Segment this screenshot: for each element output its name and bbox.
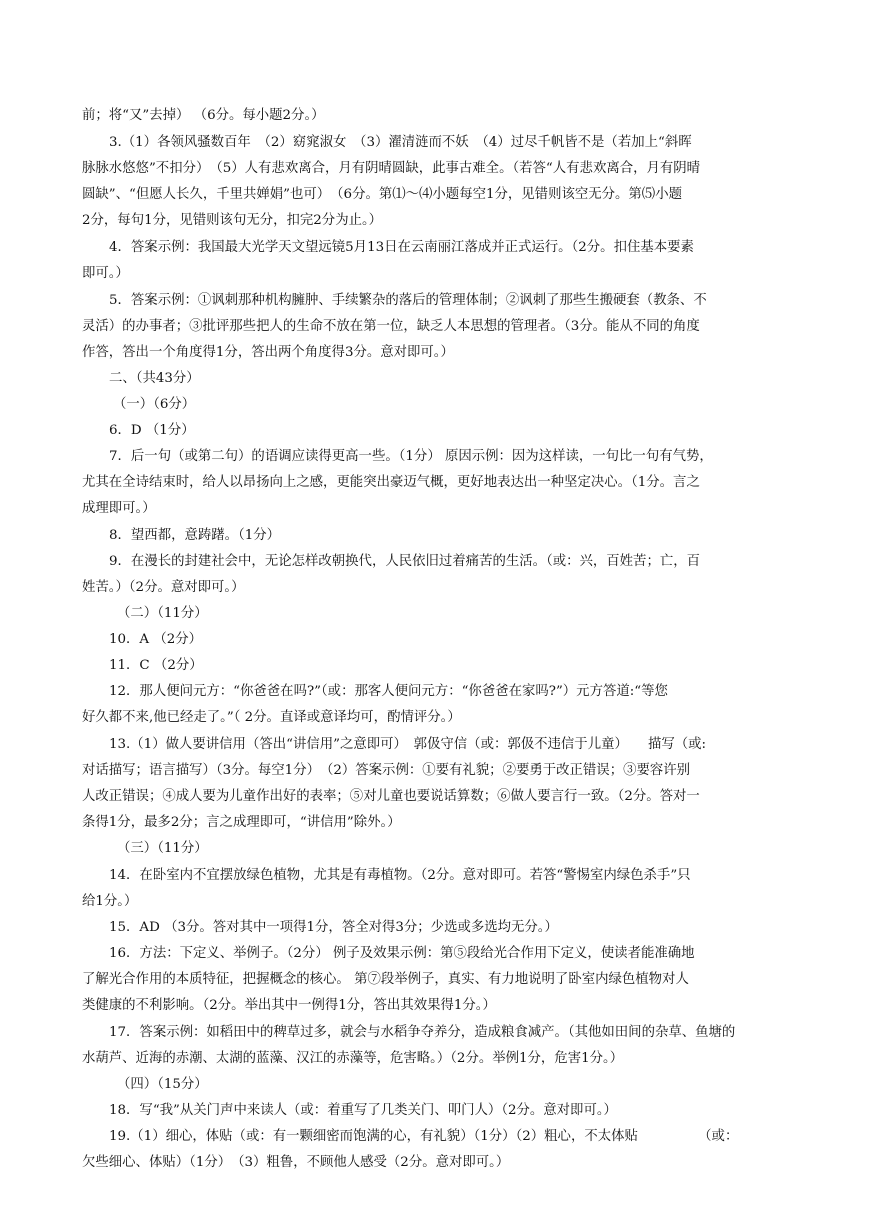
text-line: 人改正错误；④成人要为儿童作出好的表率；⑤对儿童也要说话算数；⑥做人要言行一致。（2分。答对一 [82, 789, 700, 804]
answer-19-line: 19.（1）细心，体贴（或：有一颗细密而饱满的心，有礼貌）（1分）（2）粗心，不太体贴 （或： [109, 1129, 739, 1144]
answer-17-line: 17．答案示例：如稻田中的稗草过多，就会与水稻争夺养分，造成粮食减产。（其他如田间的杂草、鱼塘的 [109, 1025, 736, 1040]
text-line: 了解光合作用的本质特征，把握概念的核心。 第⑦段举例子，真实、有力地说明了卧室内绿色植物对人 [82, 972, 689, 987]
answer-4-line: 4．答案示例：我国最大光学天文望远镜5月13日在云南丽江落成并正式运行。（2分。扣住基本要素 [109, 240, 694, 255]
answer-14-line: 14．在卧室内不宜摆放绿色植物，尤其是有毒植物。（2分。意对即可。若答“警惕室内绿色杀手”只 [109, 868, 691, 883]
text-line: 前；将“又”去掉） （6分。每小题2分。） [82, 108, 325, 123]
answer-11-line: 11．C （2分） [109, 658, 203, 673]
answer-18-line: 18．写“我”从关门声中来读人（或：着重写了几类关门、叩门人）（2分。意对即可。） [109, 1103, 617, 1118]
answer-9-line: 9．在漫长的封建社会中，无论怎样改朝换代，人民依旧过着痛苦的生活。（或：兴，百姓苦；亡，百 [109, 554, 701, 569]
text-line: 2分，每句1分，见错则该句无分，扣完2分为止。） [82, 213, 383, 228]
text-line: 即可。） [82, 266, 129, 281]
section-heading: 二、（共43分） [109, 371, 200, 386]
subsection-heading: （一）（6分） [113, 397, 196, 412]
answer-5-line: 5．答案示例：①讽刺那种机构臃肿、手续繁杂的落后的管理体制；②讽刺了那些生搬硬套（教条、不 [109, 293, 707, 308]
text-line: 姓苦。）（2分。意对即可。） [82, 580, 245, 595]
text-line: 好久都不来,他已经走了。”（ 2分。直译或意译均可，酌情评分。） [82, 710, 461, 725]
text-line: 作答，答出一个角度得1分，答出两个角度得3分。意对即可。） [82, 345, 454, 360]
answer-12-line: 12．那人便问元方：“你爸爸在吗?”（或：那客人便问元方：“你爸爸在家吗?”）元方答道:“等您 [109, 684, 668, 699]
text-line: 类健康的不利影响。（2分。举出其中一例得1分，答出其效果得1分。） [82, 998, 496, 1013]
answer-8-line: 8．望西都，意踌躇。（1分） [109, 528, 281, 543]
answer-15-line: 15．AD （3分。答对其中一项得1分，答全对得3分；少选或多选均无分。） [109, 920, 558, 935]
answer-3-line: 3.（1）各领风骚数百年 （2）窈窕淑女 （3）濯清涟而不妖 （4）过尽千帆皆不是（若加上“斜晖 [109, 135, 692, 150]
answer-6-line: 6．D （1分） [109, 423, 195, 438]
text-line: 欠些细心、体贴）（1分） （3）粗鲁，不顾他人感受（2分。意对即可。） [82, 1155, 510, 1170]
text-line: 成理即可。） [82, 501, 156, 516]
text-line: 对话描写；语言描写）（3分。每空1分） （2）答案示例：①要有礼貌；②要勇于改正错误；③要容许别 [82, 763, 691, 778]
text-line: 脉脉水悠悠”不扣分） （5）人有悲欢离合，月有阴晴圆缺，此事古难全。（若答“人有悲欢离合，月有阴晴 [82, 161, 701, 176]
text-line: 水葫芦、近海的赤潮、太湖的蓝藻、汉江的赤藻等，危害略。）（2分。举例1分，危害1分。） [82, 1051, 624, 1066]
answer-7-line: 7．后一句（或第二句）的语调应读得更高一些。（1分） 原因示例：因为这样读，一句比一句有气势， [109, 449, 713, 464]
text-line: 尤其在全诗结束时，给人以昂扬向上之感，更能突出豪迈气概，更好地表达出一种坚定决心。（1分。言之 [82, 475, 700, 490]
answer-13-line: 13.（1）做人要讲信用（答出“讲信用”之意即可） 郭伋守信（或：郭伋不违信于儿童） 描写（或: [109, 737, 707, 752]
text-line: 给1分。） [82, 894, 138, 909]
subsection-heading: （二）（11分） [117, 606, 208, 621]
text-line: 灵活）的办事者；③批评那些把人的生命不放在第一位，缺乏人本思想的管理者。（3分。能从不同的角度 [82, 319, 700, 334]
subsection-heading: （四）（15分） [117, 1077, 208, 1092]
answer-10-line: 10．A （2分） [109, 632, 203, 647]
text-line: 圆缺”、“但愿人长久，千里共婵娟”也可） （6分。第⑴～⑷小题每空1分，见错则该空无分。第⑸小题 [82, 187, 682, 202]
subsection-heading: （三）（11分） [117, 841, 208, 856]
text-line: 条得1分，最多2分；言之成理即可，“讲信用”除外。） [82, 815, 401, 830]
answer-16-line: 16．方法：下定义、举例子。（2分） 例子及效果示例：第⑤段给光合作用下定义，使读者能准确地 [109, 946, 695, 961]
